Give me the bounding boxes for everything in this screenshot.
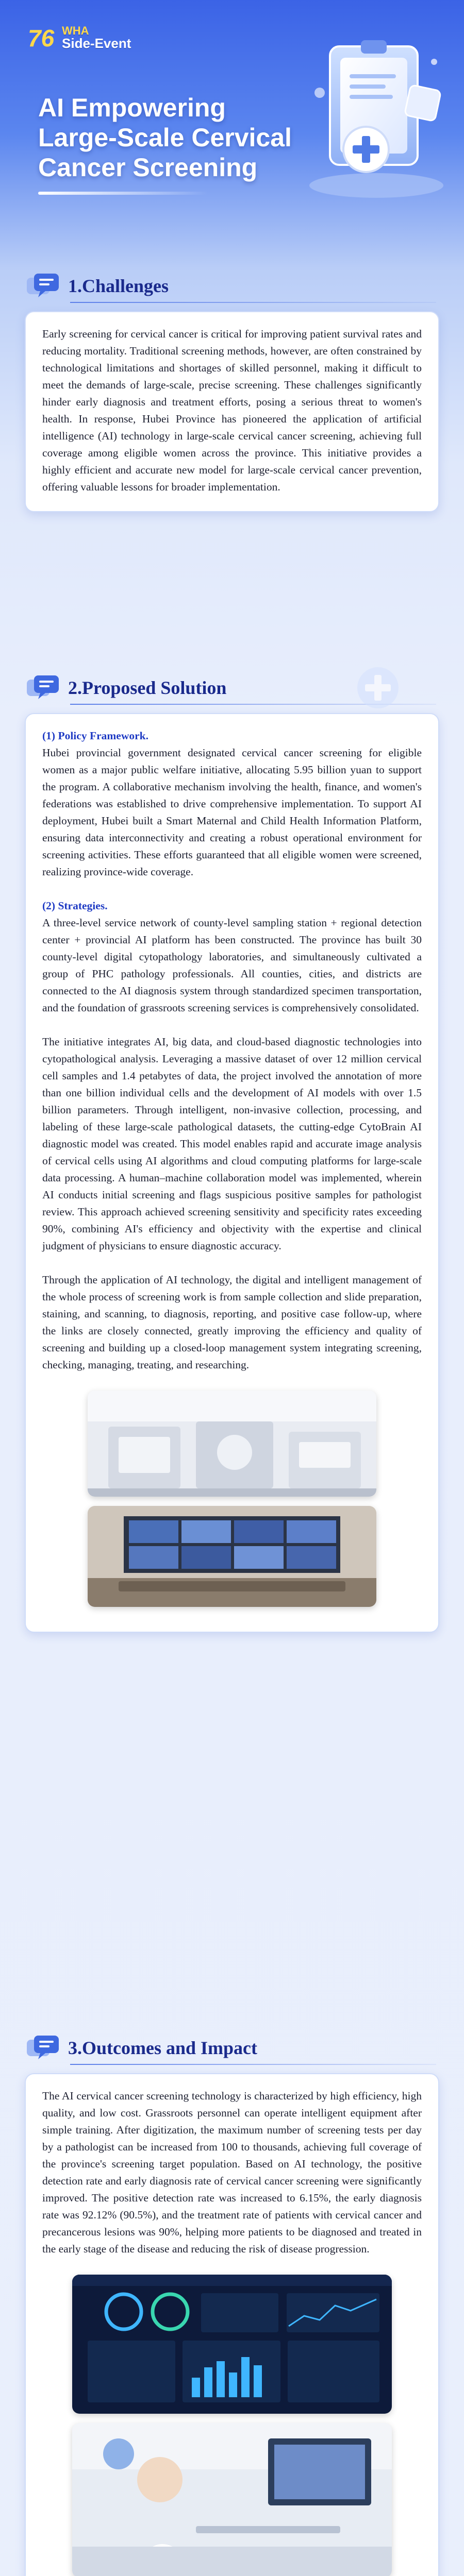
- medical-clipboard-illustration: [299, 31, 454, 206]
- outcomes-card: [25, 2073, 439, 2576]
- challenges-card: [25, 311, 439, 512]
- lab-equipment-photo: [88, 1391, 376, 1497]
- wha-76-emblem-icon: [27, 23, 57, 53]
- chat-bubble-icon: [25, 270, 63, 301]
- logo-line1: WHA: [62, 24, 89, 37]
- monitoring-room-photo: [88, 1506, 376, 1607]
- section-outcomes: [25, 2030, 439, 2576]
- outcomes-paragraph: The AI cervical cancer screening technology is characterized by high efficiency, high quality, and low cost. Grassroots personnel can operate intelligent equipment after simple training. After digitization, the maximum number of screening tests per day by a pathologist can be increased from 100 to thousands, achieving full coverage of the province's screening target population. Based on AI technology, the positive detection rate and early diagnosis rate of cervical cancer screening were significantly improved. The positive detection rate was increased to 6.15%, the early diagnosis rate was 92.12% (90.5%), and the treatment rate of patients with cervical cancer and precancerous lesions was 90%, helping more patients to be diagnosed and treated in the early stage of the disease and reducing the risk of disease progression.: [42, 2090, 422, 2255]
- svg-text:76: 76: [28, 25, 55, 52]
- logo-line2: Side-Event: [62, 35, 131, 51]
- solution-heading: 2.Proposed Solution: [68, 677, 227, 698]
- challenges-heading: 1.Challenges: [68, 276, 169, 296]
- section-solution: [25, 670, 439, 1633]
- wha-logo: [27, 23, 131, 53]
- strategies-heading: (2) Strategies.: [42, 900, 108, 912]
- page-title: AI Empowering Large-Scale Cervical Cancer Screening: [38, 93, 292, 182]
- strategies-paragraph-2: The initiative integrates AI, big data, and cloud-based diagnostic technologies into cytopathological analysis. Leveraging a massive dataset of over 12 million cervical cell samples and 1.4 petabytes of data, the project involved the annotation of more than one billion individual cells and the development of AI models with over 1.5 billion parameters. Through intelligent, non-invasive collection, processing, and labeling of these large-scale pathological datasets, the cutting-edge CytoBrain AI diagnostic model was created. This model enables rapid and accurate image analysis of cervical cells using AI algorithms and cloud computing platforms for large-scale data processing. A human–machine collaboration model was implemented, wherein AI conducts initial screening and flags suspicious positive samples for pathologist review. This approach achieved screening sensitivity and specificity rates exceeding 90%, combining AI's efficiency and objectivity with the expertise and clinical judgment of physicians to ensure diagnostic accuracy.: [42, 1036, 422, 1252]
- chat-bubble-icon: [25, 672, 63, 703]
- policy-text: Hubei provincial government designated cervical cancer screening for eligible women as a major public welfare initiative, allocating 5.95 billion yuan to support the program. A collaborative mechanism involving the health, finance, and women's federations was established to drive comprehensive implementation. To support AI deployment, Hubei built a Smart Maternal and Child Health Information Platform, ensuring data interconnectivity and creating a robust operational environment for screening activities. These efforts guaranteed that all eligible women were screened, realizing province-wide coverage.: [42, 747, 422, 878]
- heading-underline: [70, 2064, 436, 2065]
- dashboard-screenshot-photo: [72, 2275, 392, 2414]
- section-heading: [25, 670, 439, 706]
- strategies-paragraph-3: Through the application of AI technology, the digital and intelligent management of the whole process of screening work is from sample collection and slide preparation, staining, and scanning, to diagnosis, reporting, and positive case follow-up, where the links are closely connected, greatly improving the efficiency and quality of screening and building up a closed-loop management system integrating screening, checking, managing, treating, and researching.: [42, 1274, 422, 1371]
- section-heading: [25, 2030, 439, 2066]
- section-heading: [25, 268, 439, 304]
- section-challenges: [25, 268, 439, 512]
- chat-bubble-icon: [25, 2032, 63, 2063]
- title-underline: [38, 192, 208, 195]
- decorative-plus-icon: [355, 665, 401, 711]
- page-header: [0, 0, 464, 268]
- heading-underline: [70, 302, 436, 303]
- strategies-paragraph-1: A three-level service network of county-level sampling station + regional detection center + provincial AI platform has been constructed. The province has built 30 county-level digital cytopathology laboratories, and simultaneously cultivated a group of PHC pathology professionals. All counties, cities, and districts are connected to the AI diagnosis system through standardized specimen transportation, and the foundation of grassroots screening services is comprehensively consolidated.: [42, 917, 422, 1014]
- solution-card: [25, 713, 439, 1633]
- policy-heading: (1) Policy Framework.: [42, 730, 148, 742]
- outcomes-heading: 3.Outcomes and Impact: [68, 2038, 257, 2058]
- challenges-paragraph: Early screening for cervical cancer is critical for improving patient survival rates and reducing mortality. Traditional screening methods, however, are often constrained by technological limitations and shortages of skilled personnel, making it difficult to meet the demands of large-scale, precise screening. These challenges significantly hinder early diagnosis and treatment efforts, posing a serious threat to women's health. In response, Hubei Province has pioneered the application of artificial intelligence (AI) technology in large-scale cervical cancer screening, achieving full coverage among eligible women across the province. This initiative provides a highly efficient and accurate new model for large-scale cervical cancer prevention, offering valuable lessons for broader implementation.: [42, 328, 422, 493]
- pathologist-workstation-photo: [72, 2423, 392, 2576]
